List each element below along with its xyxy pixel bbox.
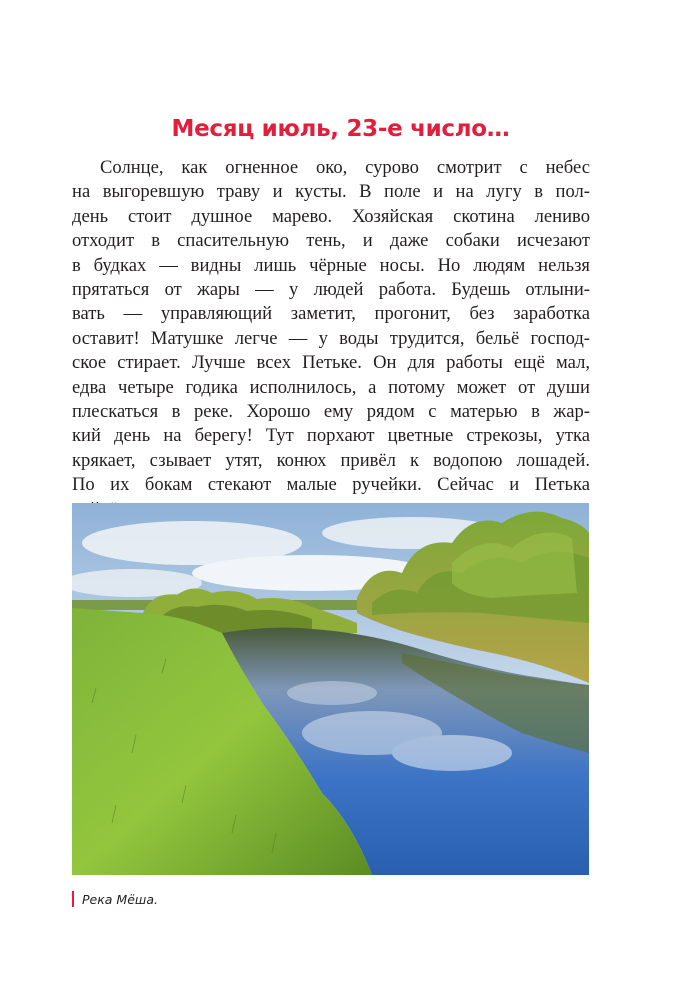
photo-caption: [72, 890, 158, 908]
paragraph-line: ское стирает. Лучше всех Петьке. Он для работы ещё мал,: [72, 352, 590, 374]
river-photo: [72, 503, 589, 875]
body-paragraph: [72, 156, 590, 522]
paragraph-line: прятаться от жары — у людей работа. Будешь отлыни-: [72, 279, 590, 301]
paragraph-line: крякает, сзывает утят, конюх привёл к водопою лошадей.: [72, 449, 590, 471]
paragraph-line: Солнце, как огненное око, сурово смотрит с небес: [100, 157, 590, 178]
paragraph-line: день стоит душное марево. Хозяйская скотина лениво: [72, 205, 590, 227]
paragraph-line: вать — управляющий заметит, прогонит, без заработка: [72, 303, 590, 325]
paragraph-line: оставит! Матушке легче — у воды трудится, бельё господ-: [72, 327, 590, 349]
paragraph-line: кий день на берегу! Тут порхают цветные стрекозы, утка: [72, 425, 590, 447]
paragraph-line: По их бокам стекают малые ручейки. Сейчас и Петька: [72, 474, 590, 496]
paragraph-line: в будках — видны лишь чёрные носы. Но людям нельзя: [72, 254, 590, 276]
paragraph-line: едва четыре годика исполнилось, а потому может от души: [72, 376, 590, 398]
paragraph-line: плескаться в реке. Хорошо ему рядом с матерью в жар-: [72, 401, 590, 423]
chapter-heading: Месяц июль, 23-е число…: [171, 116, 510, 142]
paragraph-line: отходит в спасительную тень, и даже собаки исчезают: [72, 230, 590, 252]
caption-marker: [72, 891, 74, 907]
caption-text: Река Мёша.: [82, 891, 158, 907]
paragraph-line: на выгоревшую траву и кусты. В поле и на лугу в пол-: [72, 181, 590, 203]
